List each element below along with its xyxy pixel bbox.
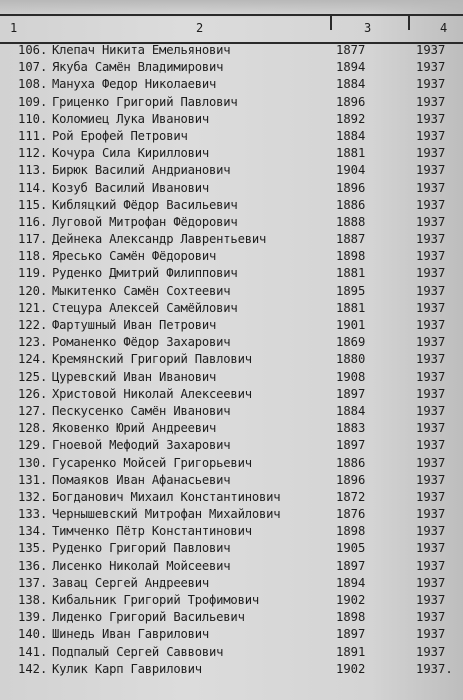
person-name: Лисенко Николай Мойсеевич (52, 558, 231, 573)
person-name: Шинедь Иван Гаврилович (52, 627, 210, 642)
table-row (0, 231, 463, 248)
person-name: Кочура Сила Кириллович (52, 146, 210, 161)
row-number: 117. (18, 232, 48, 247)
table-row (0, 128, 463, 145)
row-number: 137. (18, 575, 48, 590)
table-row (0, 609, 463, 626)
row-number: 120. (18, 283, 48, 298)
birth-year: 1898 (336, 524, 366, 539)
row-number: 131. (18, 472, 48, 487)
birth-year: 1898 (336, 610, 366, 625)
row-number: 114. (18, 180, 48, 195)
table-row (0, 540, 463, 557)
birth-year: 1894 (336, 60, 366, 75)
person-name: Гриценко Григорий Павлович (52, 94, 238, 109)
person-name: Рой Ерофей Петрович (52, 128, 188, 143)
row-number: 134. (18, 524, 48, 539)
record-year: 1937 (416, 300, 446, 315)
row-number: 113. (18, 163, 48, 178)
row-number: 127. (18, 403, 48, 418)
person-name: Христовой Николай Алексеевич (52, 386, 252, 401)
row-number: 110. (18, 111, 48, 126)
person-name: Кулик Карп Гаврилович (52, 661, 202, 676)
table-row (0, 317, 463, 334)
row-number: 119. (18, 266, 48, 281)
record-year: 1937 (416, 163, 446, 178)
record-year: 1937 (416, 593, 446, 607)
table-row (0, 386, 463, 403)
record-year: 1937 (416, 352, 446, 367)
row-number: 125. (18, 369, 48, 384)
table-row (0, 592, 463, 609)
table-row (0, 369, 463, 386)
birth-year: 1898 (336, 249, 366, 264)
record-year: 1937 (416, 507, 446, 522)
birth-year: 1908 (336, 369, 366, 384)
record-year: 1937 (416, 627, 446, 642)
person-name: Мыкитенко Самён Сохтеевич (52, 283, 231, 298)
birth-year: 1897 (336, 627, 366, 642)
record-year: 1937 (416, 455, 446, 470)
record-year: 1937 (416, 43, 446, 57)
birth-year: 1881 (336, 300, 366, 315)
birth-year: 1905 (336, 541, 366, 556)
person-name: Луговой Митрофан Фёдорович (52, 214, 238, 229)
table-row (0, 180, 463, 197)
record-year: 1937. (416, 661, 453, 676)
person-name: Кремянский Григорий Павлович (52, 352, 252, 367)
person-name: Дейнека Александр Лаврентьевич (52, 232, 267, 247)
person-name: Яресько Самён Фёдорович (52, 249, 217, 264)
row-number: 107. (18, 60, 48, 75)
person-name: Руденко Дмитрий Филиппович (52, 266, 238, 281)
record-year: 1937 (416, 146, 446, 161)
birth-year: 1904 (336, 163, 366, 178)
row-number: 122. (18, 318, 48, 332)
row-number: 135. (18, 541, 48, 556)
table-row (0, 248, 463, 265)
table-row (0, 59, 463, 76)
person-name: Романенко Фёдор Захарович (52, 335, 231, 350)
table-header (0, 14, 463, 44)
person-name: Лиденко Григорий Васильевич (52, 610, 245, 625)
row-number: 132. (18, 489, 48, 504)
table-row (0, 523, 463, 540)
record-year: 1937 (416, 610, 446, 625)
birth-year: 1894 (336, 575, 366, 590)
person-name: Яковенко Юрий Андреевич (52, 421, 217, 436)
birth-year: 1877 (336, 43, 366, 57)
row-number: 116. (18, 214, 48, 229)
record-year: 1937 (416, 77, 446, 92)
person-name: Завац Сергей Андреевич (52, 575, 210, 590)
birth-year: 1896 (336, 94, 366, 109)
table-row (0, 455, 463, 472)
birth-year: 1884 (336, 403, 366, 418)
row-number: 139. (18, 610, 48, 625)
row-number: 133. (18, 507, 48, 522)
person-name: Пескусенко Самён Иванович (52, 403, 231, 418)
person-name: Кибляцкий Фёдор Васильевич (52, 197, 238, 212)
record-year: 1937 (416, 438, 446, 453)
person-name: Подпалый Сергей Саввович (52, 644, 224, 659)
birth-year: 1884 (336, 77, 366, 92)
birth-year: 1897 (336, 438, 366, 453)
table-row (0, 575, 463, 592)
birth-year: 1886 (336, 455, 366, 470)
row-number: 109. (18, 94, 48, 109)
record-list (0, 42, 463, 678)
row-number: 140. (18, 627, 48, 642)
birth-year: 1886 (336, 197, 366, 212)
birth-year: 1891 (336, 644, 366, 659)
record-year: 1937 (416, 421, 446, 436)
row-number: 142. (18, 661, 48, 676)
table-row (0, 489, 463, 506)
record-year: 1937 (416, 214, 446, 229)
header-col-2: 2 (196, 21, 204, 35)
birth-year: 1880 (336, 352, 366, 367)
record-year: 1937 (416, 386, 446, 401)
table-row (0, 420, 463, 437)
record-year: 1937 (416, 575, 446, 590)
record-year: 1937 (416, 472, 446, 487)
row-number: 129. (18, 438, 48, 453)
birth-year: 1901 (336, 318, 366, 332)
record-year: 1937 (416, 128, 446, 143)
record-year: 1937 (416, 283, 446, 298)
table-row (0, 403, 463, 420)
row-number: 126. (18, 386, 48, 401)
table-row (0, 265, 463, 282)
birth-year: 1895 (336, 283, 366, 298)
record-year: 1937 (416, 369, 446, 384)
birth-year: 1869 (336, 335, 366, 350)
person-name: Коломиец Лука Иванович (52, 111, 210, 126)
birth-year: 1881 (336, 266, 366, 281)
table-row (0, 506, 463, 523)
table-row (0, 197, 463, 214)
table-row (0, 351, 463, 368)
row-number: 130. (18, 455, 48, 470)
record-year: 1937 (416, 60, 446, 75)
person-name: Бирюк Василий Андрианович (52, 163, 231, 178)
person-name: Стецура Алексей Самёйлович (52, 300, 238, 315)
table-row (0, 162, 463, 179)
record-year: 1937 (416, 232, 446, 247)
record-year: 1937 (416, 318, 446, 332)
birth-year: 1876 (336, 507, 366, 522)
table-row (0, 472, 463, 489)
person-name: Чернышевский Митрофан Михайлович (52, 507, 281, 522)
person-name: Гноевой Мефодий Захарович (52, 438, 231, 453)
person-name: Кибальник Григорий Трофимович (52, 593, 259, 607)
record-year: 1937 (416, 111, 446, 126)
person-name: Фартушный Иван Петрович (52, 318, 217, 332)
row-number: 123. (18, 335, 48, 350)
row-number: 106. (18, 43, 48, 57)
person-name: Богданович Михаил Константинович (52, 489, 281, 504)
table-row (0, 558, 463, 575)
record-year: 1937 (416, 249, 446, 264)
header-divider (408, 14, 410, 30)
table-row (0, 661, 463, 678)
birth-year: 1897 (336, 386, 366, 401)
record-year: 1937 (416, 403, 446, 418)
table-row (0, 145, 463, 162)
record-year: 1937 (416, 644, 446, 659)
birth-year: 1884 (336, 128, 366, 143)
birth-year: 1902 (336, 593, 366, 607)
table-row (0, 437, 463, 454)
header-col-4: 4 (440, 21, 448, 35)
record-year: 1937 (416, 197, 446, 212)
record-year: 1937 (416, 489, 446, 504)
row-number: 136. (18, 558, 48, 573)
row-number: 138. (18, 593, 48, 607)
table-row (0, 94, 463, 111)
header-col-1: 1 (10, 21, 18, 35)
person-name: Помаяков Иван Афанасьевич (52, 472, 231, 487)
table-row (0, 626, 463, 643)
table-row (0, 42, 463, 59)
birth-year: 1902 (336, 661, 366, 676)
header-col-3: 3 (364, 21, 372, 35)
person-name: Козуб Василий Иванович (52, 180, 210, 195)
person-name: Якуба Самён Владимирович (52, 60, 224, 75)
person-name: Тимченко Пётр Константинович (52, 524, 252, 539)
birth-year: 1888 (336, 214, 366, 229)
person-name: Клепач Никита Емельянович (52, 43, 231, 57)
table-row (0, 76, 463, 93)
birth-year: 1892 (336, 111, 366, 126)
row-number: 118. (18, 249, 48, 264)
record-year: 1937 (416, 94, 446, 109)
table-row (0, 300, 463, 317)
record-year: 1937 (416, 524, 446, 539)
person-name: Мануха Федор Николаевич (52, 77, 217, 92)
row-number: 108. (18, 77, 48, 92)
record-year: 1937 (416, 266, 446, 281)
birth-year: 1881 (336, 146, 366, 161)
person-name: Руденко Григорий Павлович (52, 541, 231, 556)
record-year: 1937 (416, 180, 446, 195)
table-row (0, 111, 463, 128)
row-number: 115. (18, 197, 48, 212)
table-row (0, 334, 463, 351)
person-name: Цуревский Иван Иванович (52, 369, 217, 384)
row-number: 121. (18, 300, 48, 315)
row-number: 128. (18, 421, 48, 436)
header-divider (330, 14, 332, 30)
row-number: 141. (18, 644, 48, 659)
table-row (0, 214, 463, 231)
birth-year: 1896 (336, 472, 366, 487)
table-row (0, 644, 463, 661)
table-row (0, 283, 463, 300)
person-name: Гусаренко Мойсей Григорьевич (52, 455, 252, 470)
row-number: 111. (18, 128, 48, 143)
birth-year: 1887 (336, 232, 366, 247)
birth-year: 1896 (336, 180, 366, 195)
birth-year: 1872 (336, 489, 366, 504)
record-year: 1937 (416, 541, 446, 556)
record-year: 1937 (416, 335, 446, 350)
row-number: 112. (18, 146, 48, 161)
record-year: 1937 (416, 558, 446, 573)
birth-year: 1897 (336, 558, 366, 573)
row-number: 124. (18, 352, 48, 367)
birth-year: 1883 (336, 421, 366, 436)
